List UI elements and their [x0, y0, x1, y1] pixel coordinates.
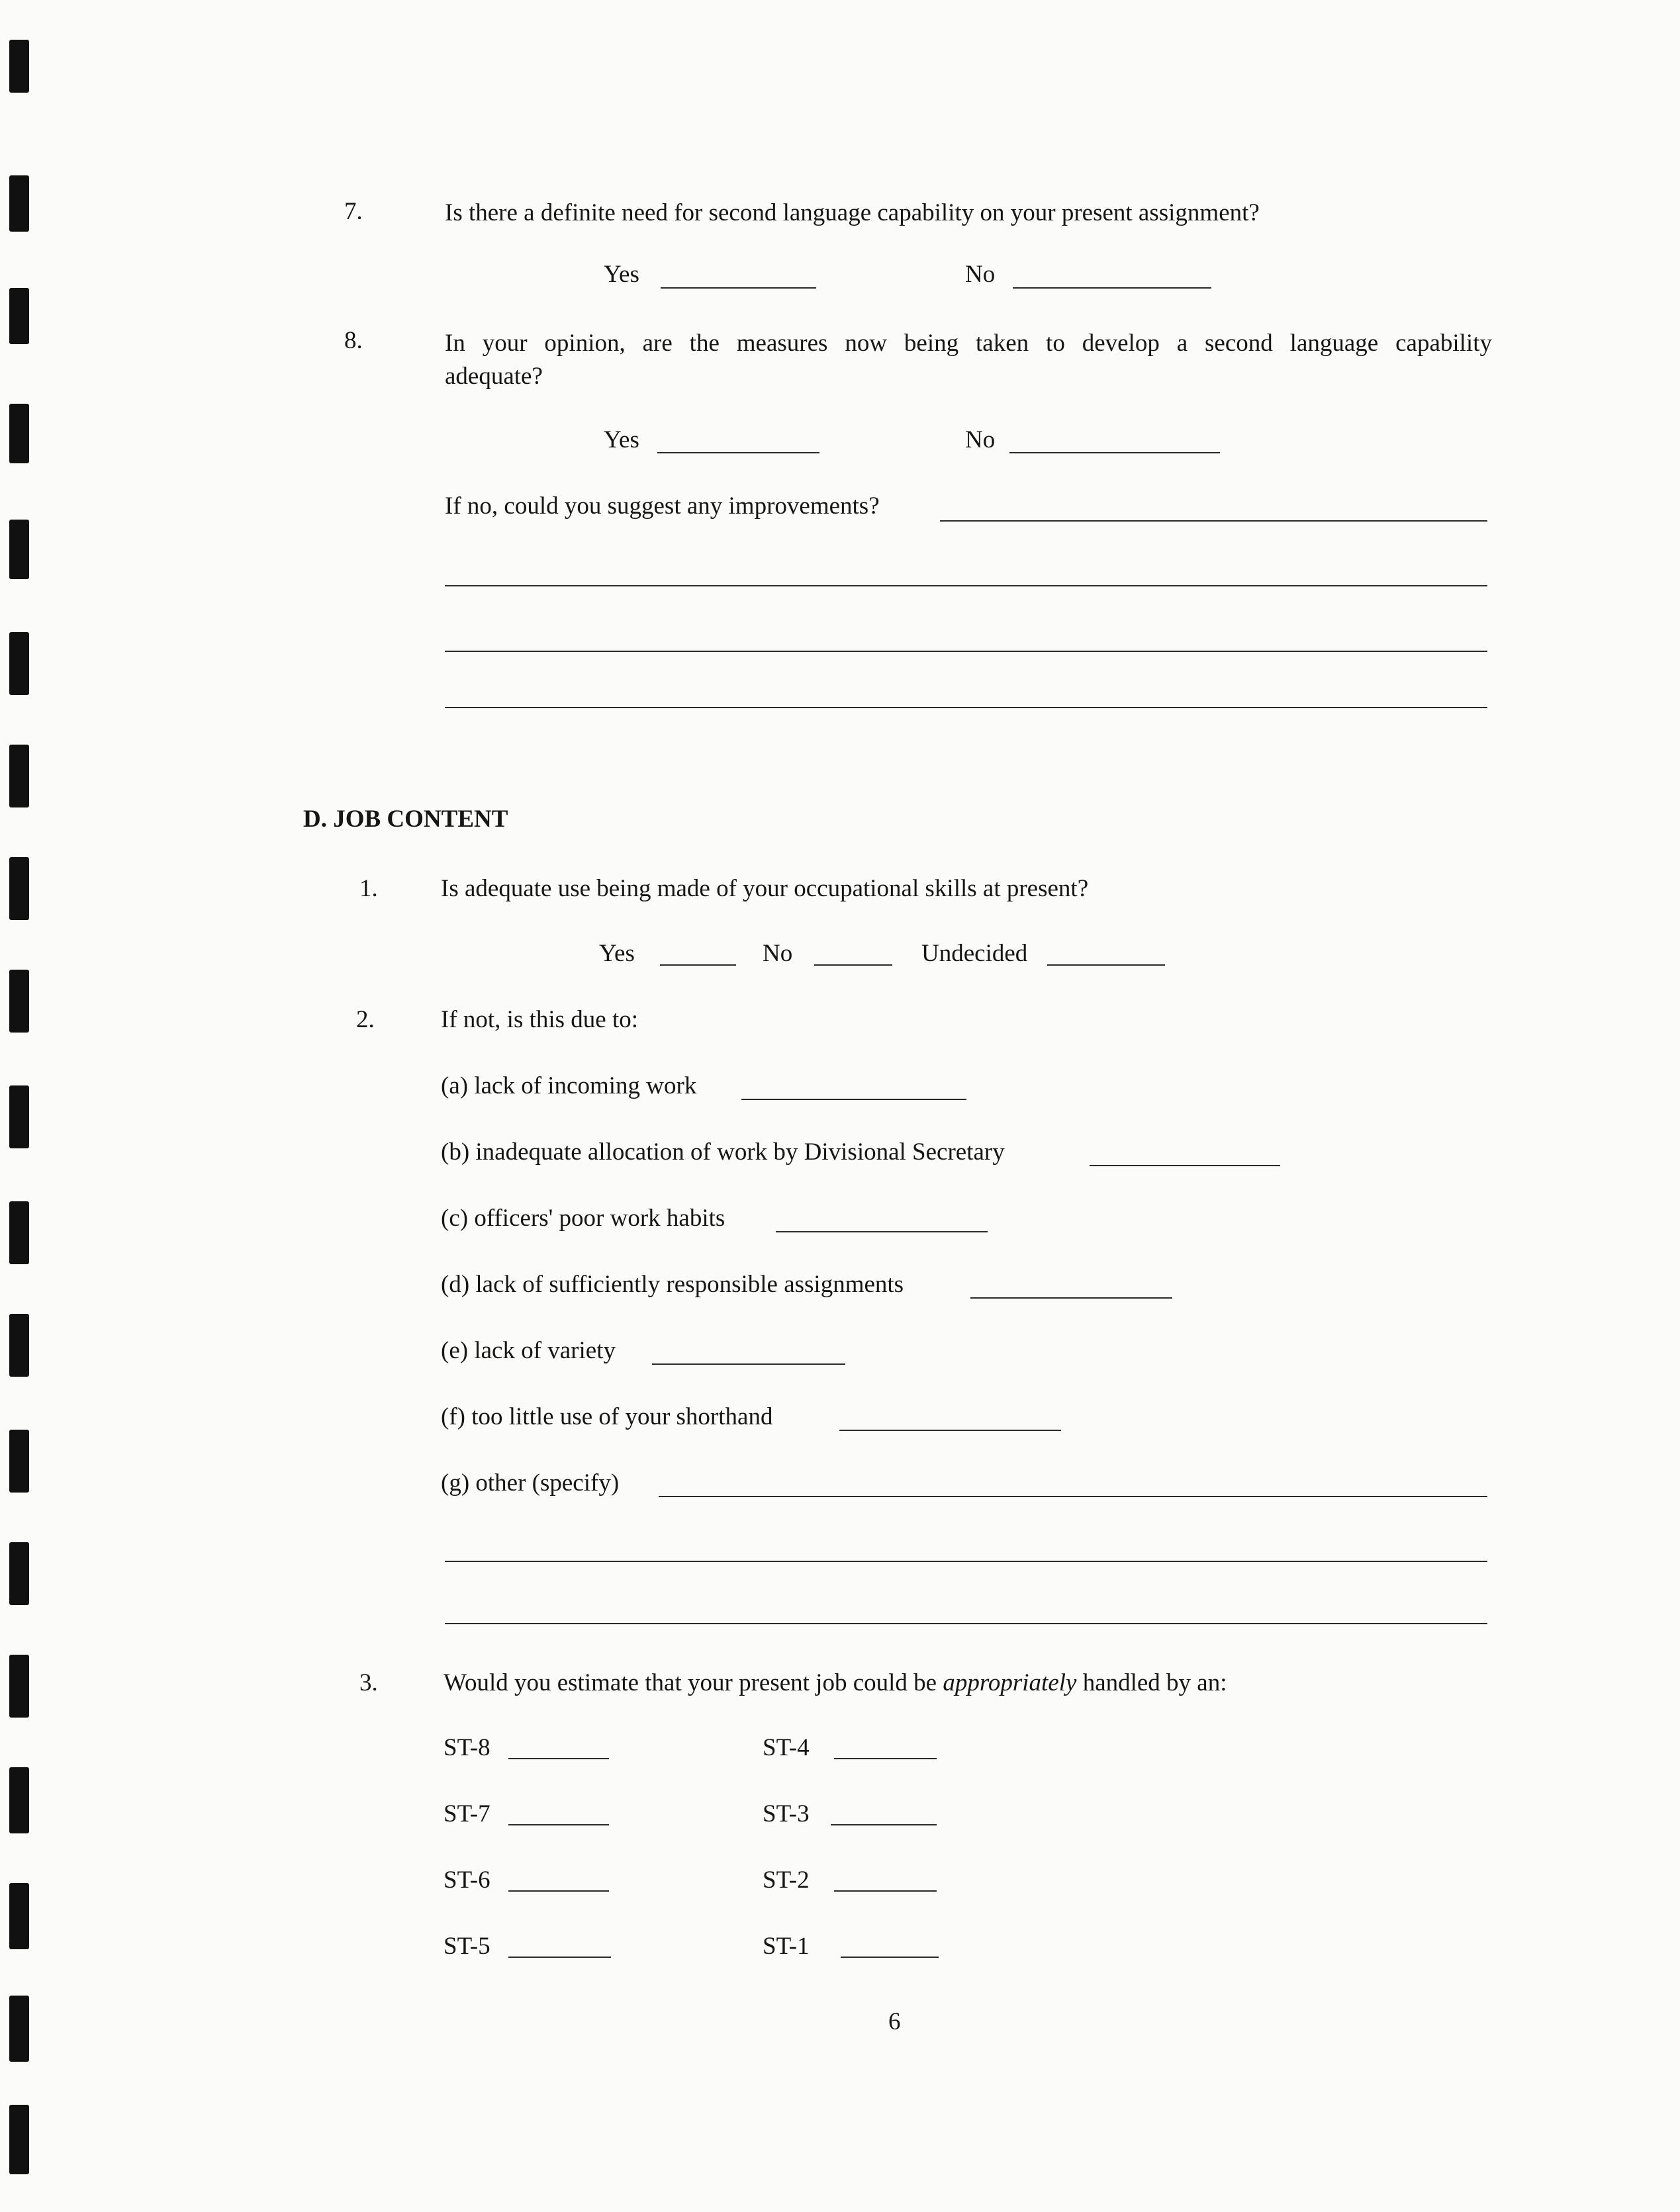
yes-label: Yes [604, 426, 639, 453]
grade-st4-label: ST-4 [763, 1734, 810, 1761]
yes-label: Yes [604, 261, 639, 288]
binding-bar [9, 632, 29, 695]
question-text: Is there a definite need for second language capability on your present assignment? [445, 199, 1260, 226]
yes-answer-line[interactable] [657, 452, 819, 453]
binding-bar [9, 1085, 29, 1148]
question-number: 3. [359, 1669, 378, 1696]
section-heading: D. JOB CONTENT [303, 806, 508, 833]
binding-bar [9, 1767, 29, 1833]
emphasis-text: appropriately [943, 1669, 1077, 1696]
grade-st7-label: ST-7 [443, 1800, 490, 1827]
binding-bar [9, 1542, 29, 1605]
grade-st2-label: ST-2 [763, 1866, 810, 1894]
binding-bar [9, 1430, 29, 1493]
option-b-label: (b) inadequate allocation of work by Divisional Secretary [441, 1138, 1005, 1166]
improvement-answer-line[interactable] [445, 707, 1487, 708]
grade-st5-answer-line[interactable] [508, 1957, 611, 1958]
binding-bar [9, 288, 29, 344]
grade-st1-label: ST-1 [763, 1933, 810, 1960]
option-b-answer-line[interactable] [1090, 1165, 1280, 1166]
question-number: 1. [359, 875, 378, 902]
option-d-answer-line[interactable] [970, 1297, 1172, 1299]
binding-bar [9, 1996, 29, 2062]
undecided-label: Undecided [921, 940, 1028, 967]
binding-bar [9, 2105, 29, 2174]
yes-answer-line[interactable] [660, 964, 736, 966]
improvement-answer-line[interactable] [445, 585, 1487, 586]
option-g-answer-line[interactable] [445, 1561, 1487, 1562]
grade-st2-answer-line[interactable] [834, 1890, 937, 1892]
option-g-answer-line[interactable] [445, 1623, 1487, 1624]
binding-bar [9, 1201, 29, 1264]
no-label: No [965, 261, 996, 288]
binding-bar [9, 1883, 29, 1949]
grade-st3-answer-line[interactable] [831, 1824, 937, 1825]
binding-bar [9, 745, 29, 807]
option-a-answer-line[interactable] [741, 1099, 966, 1100]
binding-bar [9, 175, 29, 232]
option-e-answer-line[interactable] [652, 1363, 845, 1365]
question-text: Would you estimate that your present job could be appropriately handled by an: [443, 1669, 1227, 1696]
improvement-answer-line[interactable] [940, 520, 1487, 522]
grade-st6-label: ST-6 [443, 1866, 490, 1894]
binding-bar [9, 970, 29, 1033]
question-number: 2. [356, 1006, 375, 1033]
undecided-answer-line[interactable] [1047, 964, 1165, 966]
option-c-answer-line[interactable] [776, 1231, 988, 1232]
grade-st8-answer-line[interactable] [508, 1758, 609, 1759]
no-answer-line[interactable] [1009, 452, 1220, 453]
option-f-answer-line[interactable] [839, 1430, 1061, 1431]
question-text-continued: adequate? [445, 363, 543, 390]
question-number: 7. [344, 198, 363, 225]
improvement-prompt: If no, could you suggest any improvements? [445, 492, 880, 520]
binding-bar [9, 40, 29, 93]
yes-answer-line[interactable] [661, 287, 816, 289]
binding-bar [9, 857, 29, 920]
option-c-label: (c) officers' poor work habits [441, 1205, 725, 1232]
no-label: No [763, 940, 793, 967]
no-answer-line[interactable] [1013, 287, 1211, 289]
question-text: Is adequate use being made of your occupational skills at present? [441, 875, 1089, 902]
option-d-label: (d) lack of sufficiently responsible assignments [441, 1271, 904, 1298]
grade-st8-label: ST-8 [443, 1734, 490, 1761]
option-g-label: (g) other (specify) [441, 1469, 620, 1497]
binding-bar [9, 404, 29, 463]
question-text: If not, is this due to: [441, 1006, 639, 1033]
binding-bar [9, 1314, 29, 1377]
binding-bar [9, 520, 29, 579]
option-g-answer-line[interactable] [659, 1496, 1487, 1497]
grade-st1-answer-line[interactable] [841, 1957, 939, 1958]
improvement-answer-line[interactable] [445, 651, 1487, 652]
no-answer-line[interactable] [814, 964, 892, 966]
option-f-label: (f) too little use of your shorthand [441, 1403, 773, 1430]
page-number: 6 [888, 2008, 901, 2035]
no-label: No [965, 426, 996, 453]
yes-label: Yes [599, 940, 635, 967]
binding-bar [9, 1655, 29, 1718]
option-a-label: (a) lack of incoming work [441, 1072, 697, 1099]
grade-st7-answer-line[interactable] [508, 1824, 609, 1825]
grade-st3-label: ST-3 [763, 1800, 810, 1827]
option-e-label: (e) lack of variety [441, 1337, 616, 1364]
question-text: In your opinion, are the measures now being taken to develop a second language capability [445, 330, 1492, 357]
grade-st6-answer-line[interactable] [508, 1890, 609, 1892]
grade-st5-label: ST-5 [443, 1933, 490, 1960]
grade-st4-answer-line[interactable] [834, 1758, 937, 1759]
question-number: 8. [344, 327, 363, 354]
